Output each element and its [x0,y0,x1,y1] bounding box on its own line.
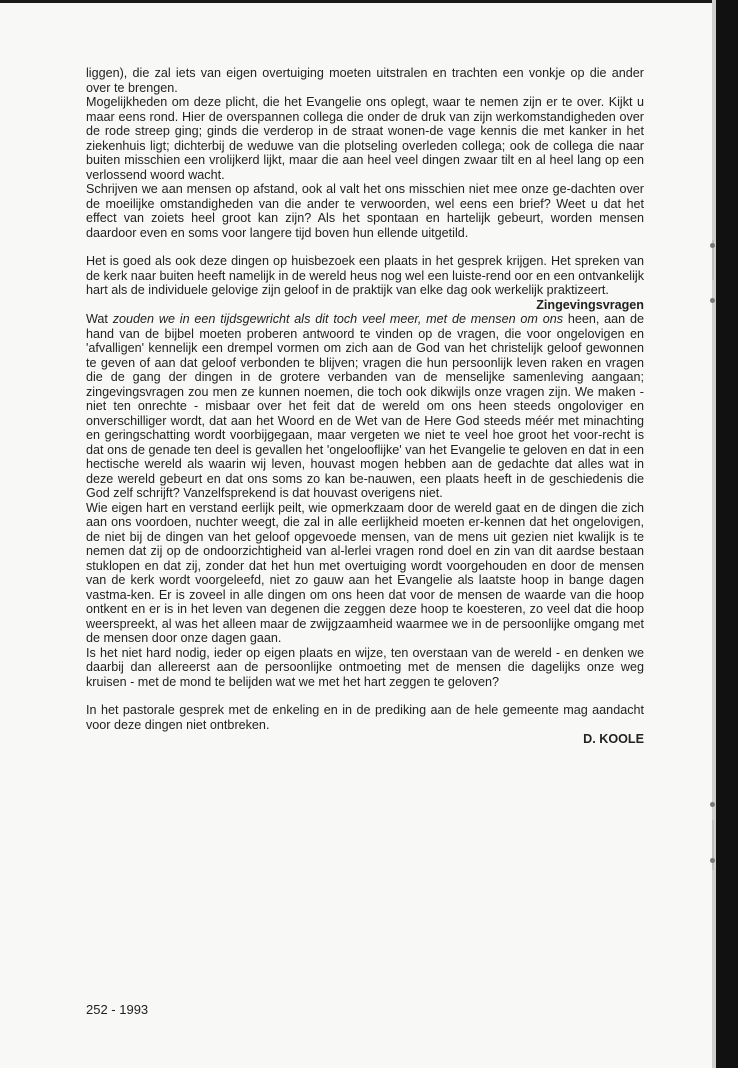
paragraph-rest: heen, aan de hand van de bijbel moeten proberen antwoord te vinden op de vragen, die voor ongelovigen en 'afvalligen' kennelijk een drempel vormen om zich aan de God van het christelijk geloof gewonnen te geven of aan dat geloof verbonden te blijven; vragen die hun persoonlijk leven raken en vragen die de gang der dingen in de grotere verbanden van de menselijke samenleving aangaan; zingevingsvragen zou men ze kunnen noemen, die toch ook dikwijls onze vragen zijn. We maken - niet ten onrechte - misbaar over het feit dat de wereld om ons heen steeds ongoloviger en onverschilliger wordt, dat aan het Woord en de Wet van de Here God steeds méér met minachting en geringschatting wordt voorbijgegaan, maar vergeten we niet te veel hoe groot het voor-recht is dat ons de genade ten deel is gevallen het 'ongelooflijke' van het Evangelie te geloven en dat in een hectische wereld als waarin wij leven, houvast mogen hebben aan de gedachte dat alles wat in deze wereld gebeurt en dat ons soms zo kan be-nauwen, een plaats heeft in de geschiedenis die God zelf schrijft? Vanzelfsprekend is dat houvast overigens niet. [86,312,644,500]
paragraph: Schrijven we aan mensen op afstand, ook al valt het ons misschien niet mee onze ge-dachten over de moeilijke omstandigheden van die ander te verwoorden, wel eens een brief? Weet u dat het effect van zoiets heel groot kan zijn? Als het spontaan en hartelijk gebeurt, worden mensen daardoor even en soms voor langere tijd boven hun ellende uitgetild. [86,182,644,240]
paragraph: Wie eigen hart en verstand eerlijk peilt, wie opmerkzaam door de wereld gaat en de dingen die zich aan ons voordoen, nuchter weegt, die zal in alle eerlijkheid moeten er-kennen dat het ongelovigen, de niet bij de dingen van het geloof opgevoede mensen, van de mens uit gezien niet kwalijk is te nemen dat zij op de ondoorzichtigheid van al-lerlei vragen rond doel en zin van dit aardse bestaan stuklopen en dat zij, zonder dat het hun met overtuiging wordt voorgehouden en door de mensen van de kerk wordt voorgeleefd, niet zo gauw aan het Evangelie als laatste hoop in bange dagen vastma-ken. Er is zoveel in alle dingen om ons heen dat voor de mensen de waarde van die hoop ontkent en er is in het leven van degenen die zeggen deze hoop te koesteren, zo veel dat die hoop weerspreekt, al was het alleen maar de zwijgzaamheid waarmee we in de persoonlijke omgang met de mensen door onze dagen gaan. [86,500,644,645]
italic-phrase: zouden we in een tijdsgewricht als dit toch veel meer, met de mensen om ons [112,312,564,326]
paragraph: Mogelijkheden om deze plicht, die het Evangelie ons oplegt, waar te nemen zijn er te over. Kijkt u maar eens rond. Hier de overspannen collega die onder de druk van zijn werkomstandigheden over de rode streep ging; ginds die verderop in de straat wonen-de vage kennis die met kanker in het ziekenhuis ligt; dichterbij de weduwe van die plotseling overleden collega; ook de collega die naar buiten misschien een vrolijkerd lijkt, maar die aan heel veel dingen zwaar tilt en al heel lang op een verlossend woord wacht. [86,95,644,182]
section-heading: Zingevingsvragen [536,297,644,312]
article-body [86,66,644,747]
paragraph: In het pastorale gesprek met de enkeling en in de prediking aan de hele gemeente mag aandacht voor deze dingen niet ontbreken. [86,703,644,732]
margin-dot [710,802,715,807]
page-number: 252 - 1993 [86,1002,149,1017]
paragraph-start: Wat [86,312,113,326]
paragraph [86,312,644,501]
paragraph: liggen), die zal iets van eigen overtuiging moeten uitstralen en trachten een vonkje op die ander over te brengen. [86,66,644,95]
margin-dot [710,298,715,303]
paragraph: Is het niet hard nodig, ieder op eigen plaats en wijze, ten overstaan van de wereld - en denken we daarbij dan allereerst aan de persoonlijke ontmoeting met de mensen die dagelijks onze weg kruisen - met de mond te belijden wat we met het hart zeggen te geloven? [86,645,644,689]
scan-right-edge [716,0,738,1068]
scan-top-edge [0,0,738,3]
margin-dot [710,243,715,248]
margin-dot [710,858,715,863]
author-signature: D. KOOLE [583,732,644,746]
paragraph: Het is goed als ook deze dingen op huisbezoek een plaats in het gesprek krijgen. Het spreken van de kerk naar buiten heeft namelijk in de wereld heus nog wel een luiste-rend oor en een ontvankelijk hart als de individuele gelovige zijn geloof in de praktijk van elke dag ook werkelijk praktizeert. [86,254,644,297]
